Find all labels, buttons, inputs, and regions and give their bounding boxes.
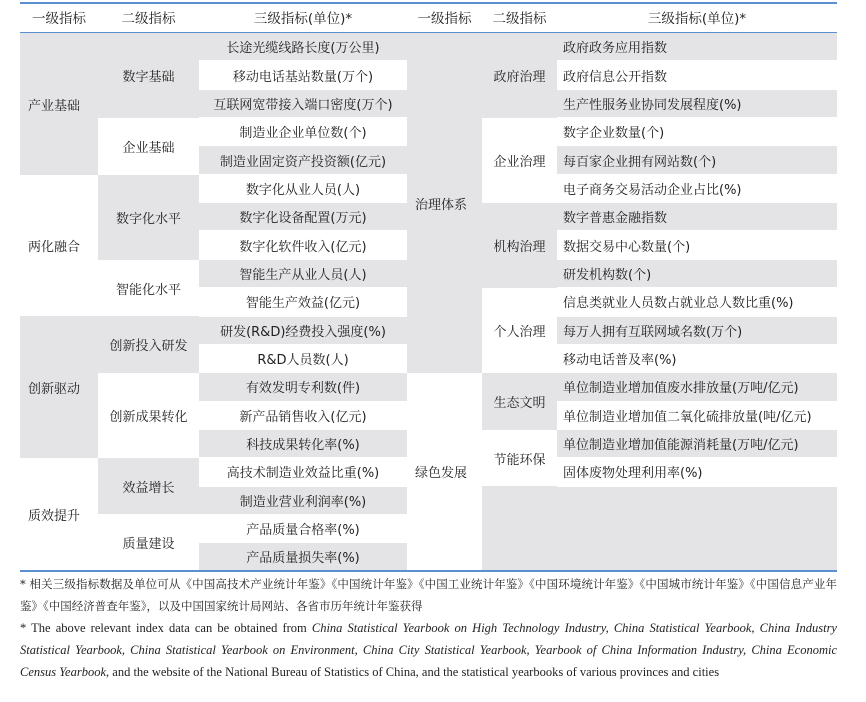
left-level2-cell: 数字化水平 [98, 175, 199, 260]
left-level3-cell: 长途光缆线路长度(万公里) [199, 33, 407, 61]
left-level2-cell: 企业基础 [98, 118, 199, 175]
left-level3-cell: 产品质量合格率(%) [199, 515, 407, 543]
left-level3-cell: 制造业企业单位数(个) [199, 118, 407, 146]
left-level3-cell: 高技术制造业效益比重(%) [199, 458, 407, 486]
right-level3-cell: 移动电话普及率(%) [557, 345, 837, 373]
right-level3-cell: 单位制造业增加值废水排放量(万吨/亿元) [557, 373, 837, 401]
left-level1-cell: 创新驱动 [20, 316, 98, 458]
right-empty-area [482, 486, 837, 570]
table-notes [20, 573, 837, 683]
left-level2-cell: 数字基础 [98, 33, 199, 118]
right-level2-cell: 个人治理 [482, 288, 557, 373]
right-level3-cell: 每万人拥有互联网域名数(万个) [557, 317, 837, 345]
left-level3-cell: 制造业营业利润率(%) [199, 487, 407, 515]
top-rule [20, 2, 837, 4]
left-level3-cell: 智能生产效益(亿元) [199, 288, 407, 316]
left-level3-cell: 新产品销售收入(亿元) [199, 402, 407, 430]
bottom-rule [20, 570, 837, 572]
right-level3-cell: 政府信息公开指数 [557, 61, 837, 89]
left-level3-cell: 互联网宽带接入端口密度(万个) [199, 90, 407, 118]
right-level3-cell: 数字普惠金融指数 [557, 203, 837, 231]
header-level1-left: 一级指标 [32, 11, 86, 27]
note-chinese: * 相关三级指标数据及单位可从《中国高技术产业统计年鉴》《中国统计年鉴》《中国工业统计年鉴》《中国环境统计年鉴》《中国城市统计年鉴》《中国信息产业年鉴》《中国经济普查年鉴》，以及中国国家统计局网站、各省市历年统计年鉴获得 [20, 577, 837, 613]
left-level2-cell: 创新投入研发 [98, 316, 199, 373]
left-level3-cell: 科技成果转化率(%) [199, 430, 407, 458]
note-english-books: China Statistical Yearbook on High Technology Industry, China Statistical Yearbook, China Industry Statistical Yearbook, China Statistical Yearbook on Environment, China City Statistical Yearbook, Yearbook of China Information Industry, China Economic Census Yearbook [20, 621, 837, 679]
right-level3-cell: 单位制造业增加值能源消耗量(万吨/亿元) [557, 430, 837, 458]
left-level2-cell: 效益增长 [98, 458, 199, 514]
header-level3-left: 三级指标(单位)* [253, 11, 353, 27]
right-level2-cell: 节能环保 [482, 430, 557, 486]
right-level3-cell: 单位制造业增加值二氧化硫排放量(吨/亿元) [557, 402, 837, 430]
right-level3-cell: 生产性服务业协同发展程度(%) [557, 90, 837, 118]
left-level3-cell: 制造业固定资产投资额(亿元) [199, 146, 407, 174]
left-level2-cell: 智能化水平 [98, 260, 199, 316]
right-level3-cell: 信息类就业人员数占就业总人数比重(%) [557, 288, 837, 316]
left-level3-cell: 数字化从业人员(人) [199, 175, 407, 203]
note-english-prefix: * The above relevant index data can be obtained from [20, 621, 312, 635]
left-level1-cell: 产业基础 [20, 33, 98, 175]
right-level3-cell: 政府政务应用指数 [557, 33, 837, 61]
right-level3-cell: 数据交易中心数量(个) [557, 232, 837, 260]
header-level3-right: 三级指标(单位)* [647, 11, 747, 27]
right-level3-cell: 研发机构数(个) [557, 260, 837, 288]
left-level3-cell: 有效发明专利数(件) [199, 373, 407, 401]
note-english-suffix: , and the website of the National Bureau of Statistics of China, and the statistical yearbooks of various provinces and cities [106, 665, 720, 679]
left-level3-cell: 研发(R&D)经费投入强度(%) [199, 317, 407, 345]
left-level3-cell: R&D人员数(人) [199, 345, 407, 373]
left-level3-cell: 数字化软件收入(亿元) [199, 232, 407, 260]
left-level1-cell: 两化融合 [20, 175, 98, 316]
right-level3-cell: 电子商务交易活动企业占比(%) [557, 175, 837, 203]
left-level3-cell: 数字化设备配置(万元) [199, 203, 407, 231]
right-level2-cell: 生态文明 [482, 373, 557, 430]
right-level2-cell: 机构治理 [482, 203, 557, 288]
left-level1-cell: 质效提升 [20, 458, 98, 570]
header-level1-right: 一级指标 [417, 11, 472, 27]
right-level3-cell: 固体废物处理利用率(%) [557, 458, 837, 486]
note-english [20, 617, 837, 683]
left-level2-cell: 质量建设 [98, 514, 199, 570]
left-level2-cell: 创新成果转化 [98, 373, 199, 458]
left-level3-cell: 智能生产从业人员(人) [199, 260, 407, 288]
right-level2-cell: 政府治理 [482, 33, 557, 118]
right-level1-cell: 治理体系 [407, 33, 482, 373]
right-level1-cell: 绿色发展 [407, 373, 482, 570]
header-level2-right: 二级指标 [492, 11, 547, 27]
left-level3-cell: 移动电话基站数量(万个) [199, 61, 407, 89]
left-level3-cell: 产品质量损失率(%) [199, 543, 407, 571]
right-level3-cell: 每百家企业拥有网站数(个) [557, 146, 837, 174]
right-level3-cell: 数字企业数量(个) [557, 118, 837, 146]
right-level2-cell: 企业治理 [482, 118, 557, 203]
header-level2-left: 二级指标 [121, 11, 176, 27]
